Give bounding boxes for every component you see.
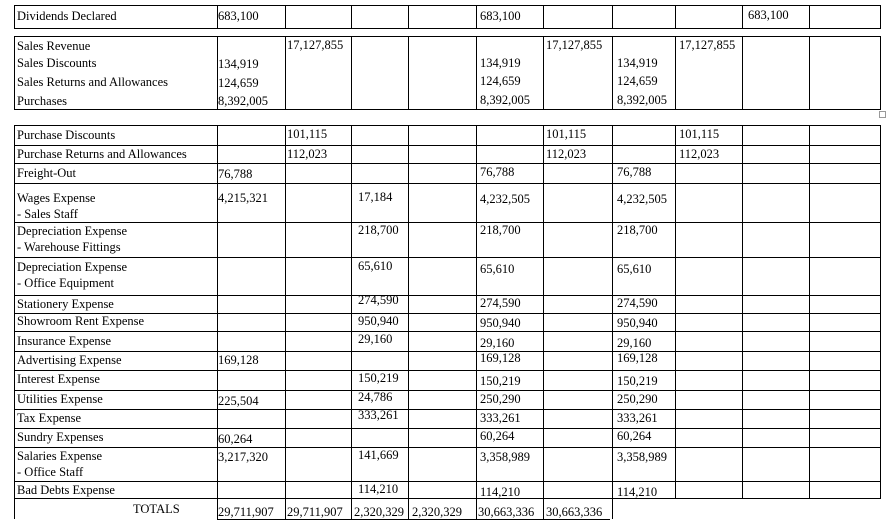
row-label: Interest Expense xyxy=(17,372,100,386)
grid-vline xyxy=(408,36,409,110)
grid-hline xyxy=(14,163,881,164)
amount-cell: 225,504 xyxy=(218,394,259,408)
amount-cell: 333,261 xyxy=(617,411,658,425)
row-label: Purchase Returns and Allowances xyxy=(17,147,187,161)
grid-hline xyxy=(14,125,881,126)
amount-cell: 76,788 xyxy=(480,165,515,179)
grid-vline xyxy=(285,125,286,519)
grid-vline xyxy=(612,36,613,110)
grid-hline xyxy=(14,36,881,37)
grid-vline xyxy=(476,5,477,29)
grid-vline xyxy=(408,5,409,29)
row-label: Salaries Expense xyxy=(17,449,103,463)
amount-cell: 124,659 xyxy=(617,74,658,88)
grid-vline xyxy=(809,5,810,29)
total-amount: 29,711,907 xyxy=(218,505,274,519)
amount-cell: 65,610 xyxy=(358,259,393,273)
row-label: Insurance Expense xyxy=(17,334,112,348)
amount-cell: 101,115 xyxy=(546,127,587,141)
row-label-sub: - Warehouse Fittings xyxy=(17,240,121,254)
amount-cell: 3,217,320 xyxy=(218,450,268,464)
amount-cell: 60,264 xyxy=(218,432,253,446)
grid-hline xyxy=(14,428,881,429)
row-label: Purchase Discounts xyxy=(17,128,116,142)
amount-cell: 250,290 xyxy=(480,392,521,406)
amount-cell: 274,590 xyxy=(617,296,658,310)
amount-cell: 24,786 xyxy=(358,390,393,404)
grid-hline xyxy=(14,409,881,410)
amount-cell: 683,100 xyxy=(218,9,259,23)
grid-hline xyxy=(14,5,881,6)
amount-cell: 124,659 xyxy=(480,74,521,88)
grid-hline xyxy=(14,109,881,110)
amount-cell: 8,392,005 xyxy=(480,93,530,107)
grid-vline xyxy=(543,36,544,110)
amount-cell: 218,700 xyxy=(617,223,658,237)
grid-hline xyxy=(14,498,881,499)
amount-cell: 333,261 xyxy=(480,411,521,425)
grid-vline xyxy=(675,5,676,29)
amount-cell: 60,264 xyxy=(480,429,515,443)
grid-vline xyxy=(14,5,15,29)
row-label-sub: - Office Equipment xyxy=(17,276,114,290)
amount-cell: 29,160 xyxy=(358,332,393,346)
grid-hline xyxy=(14,295,881,296)
row-label: Tax Expense xyxy=(17,411,82,425)
grid-vline xyxy=(880,36,881,110)
grid-vline xyxy=(612,5,613,29)
amount-cell: 134,919 xyxy=(480,56,521,70)
amount-cell: 101,115 xyxy=(287,127,328,141)
grid-vline xyxy=(880,5,881,29)
amount-cell: 274,590 xyxy=(358,293,399,307)
grid-vline xyxy=(351,125,352,519)
grid-vline xyxy=(809,36,810,110)
amount-cell: 218,700 xyxy=(358,223,399,237)
total-amount: 30,663,336 xyxy=(478,505,535,519)
row-label-sub: - Office Staff xyxy=(17,465,84,479)
grid-vline xyxy=(14,125,15,499)
grid-hline xyxy=(14,481,881,482)
amount-cell: 114,210 xyxy=(480,485,521,499)
amount-cell: 3,358,989 xyxy=(617,450,667,464)
grid-vline xyxy=(612,125,613,519)
amount-cell: 8,392,005 xyxy=(617,93,667,107)
amount-cell: 950,940 xyxy=(358,314,399,328)
amount-cell: 17,127,855 xyxy=(679,38,736,52)
amount-cell: 112,023 xyxy=(287,147,328,161)
grid-vline xyxy=(285,36,286,110)
amount-cell: 65,610 xyxy=(480,262,515,276)
amount-cell: 112,023 xyxy=(546,147,587,161)
grid-vline xyxy=(408,125,409,519)
grid-hline xyxy=(14,28,881,29)
grid-vline xyxy=(476,125,477,519)
amount-cell: 134,919 xyxy=(617,56,658,70)
row-label: Freight-Out xyxy=(17,166,77,180)
row-label: Purchases xyxy=(17,94,67,108)
row-label: Depreciation Expense xyxy=(17,260,128,274)
row-label: Showroom Rent Expense xyxy=(17,314,145,328)
amount-cell: 4,232,505 xyxy=(480,192,530,206)
amount-cell: 250,290 xyxy=(617,392,658,406)
table-resize-handle[interactable] xyxy=(879,111,886,118)
grid-hline xyxy=(14,183,881,184)
row-label: Advertising Expense xyxy=(17,353,122,367)
amount-cell: 950,940 xyxy=(480,316,521,330)
total-amount: 2,320,329 xyxy=(354,505,404,519)
totals-label: TOTALS xyxy=(133,502,180,516)
amount-cell: 169,128 xyxy=(480,351,521,365)
amount-cell: 683,100 xyxy=(480,9,521,23)
amount-cell: 150,219 xyxy=(358,371,399,385)
grid-hline xyxy=(14,331,881,332)
grid-hline xyxy=(217,519,610,520)
grid-vline xyxy=(880,125,881,499)
grid-vline xyxy=(543,125,544,519)
total-amount: 29,711,907 xyxy=(287,505,343,519)
grid-vline xyxy=(742,125,743,499)
amount-cell: 141,669 xyxy=(358,448,399,462)
amount-cell: 134,919 xyxy=(218,57,259,71)
row-label: Wages Expense xyxy=(17,191,96,205)
grid-hline xyxy=(14,222,881,223)
grid-vline xyxy=(351,5,352,29)
amount-cell: 17,127,855 xyxy=(546,38,603,52)
amount-cell: 4,215,321 xyxy=(218,191,268,205)
amount-cell: 76,788 xyxy=(218,167,253,181)
amount-cell: 950,940 xyxy=(617,316,658,330)
row-label: Stationery Expense xyxy=(17,297,114,311)
row-label: Sales Revenue xyxy=(17,39,91,53)
amount-cell: 76,788 xyxy=(617,165,652,179)
row-label: Sales Discounts xyxy=(17,56,97,70)
grid-vline xyxy=(742,5,743,29)
row-label: Bad Debts Expense xyxy=(17,483,115,497)
grid-vline xyxy=(351,36,352,110)
grid-hline xyxy=(14,370,881,371)
amount-cell: 101,115 xyxy=(679,127,720,141)
amount-cell: 218,700 xyxy=(480,223,521,237)
amount-cell: 114,210 xyxy=(617,485,658,499)
row-label: Depreciation Expense xyxy=(17,224,128,238)
amount-cell: 150,219 xyxy=(480,374,521,388)
amount-cell: 333,261 xyxy=(358,408,399,422)
total-amount: 2,320,329 xyxy=(412,505,462,519)
amount-cell: 3,358,989 xyxy=(480,450,530,464)
row-label: Sundry Expenses xyxy=(17,430,104,444)
amount-cell: 65,610 xyxy=(617,262,652,276)
amount-cell: 17,184 xyxy=(358,190,393,204)
amount-cell: 4,232,505 xyxy=(617,192,667,206)
grid-hline xyxy=(14,145,881,146)
grid-hline xyxy=(14,447,881,448)
total-amount: 30,663,336 xyxy=(546,505,603,519)
grid-vline xyxy=(285,5,286,29)
amount-cell: 124,659 xyxy=(218,76,259,90)
amount-cell: 17,127,855 xyxy=(287,38,344,52)
amount-cell: 169,128 xyxy=(617,351,658,365)
grid-hline xyxy=(14,390,881,391)
amount-cell: 169,128 xyxy=(218,353,259,367)
grid-vline xyxy=(476,36,477,110)
amount-cell: 150,219 xyxy=(617,374,658,388)
grid-vline xyxy=(543,5,544,29)
amount-cell: 274,590 xyxy=(480,296,521,310)
grid-vline xyxy=(675,36,676,110)
amount-cell: 683,100 xyxy=(748,8,789,22)
amount-cell: 29,160 xyxy=(480,336,515,350)
row-label: Sales Returns and Allowances xyxy=(17,75,169,89)
grid-vline xyxy=(675,125,676,499)
amount-cell: 114,210 xyxy=(358,482,399,496)
amount-cell: 29,160 xyxy=(617,336,652,350)
grid-hline xyxy=(14,351,881,352)
row-label: Dividends Declared xyxy=(17,9,117,23)
grid-vline xyxy=(14,36,15,110)
row-label-sub: - Sales Staff xyxy=(17,207,78,221)
row-label: Utilities Expense xyxy=(17,392,103,406)
amount-cell: 112,023 xyxy=(679,147,720,161)
amount-cell: 8,392,005 xyxy=(218,94,268,108)
grid-vline xyxy=(809,125,810,499)
grid-hline xyxy=(14,257,881,258)
grid-vline xyxy=(742,36,743,110)
amount-cell: 60,264 xyxy=(617,429,652,443)
